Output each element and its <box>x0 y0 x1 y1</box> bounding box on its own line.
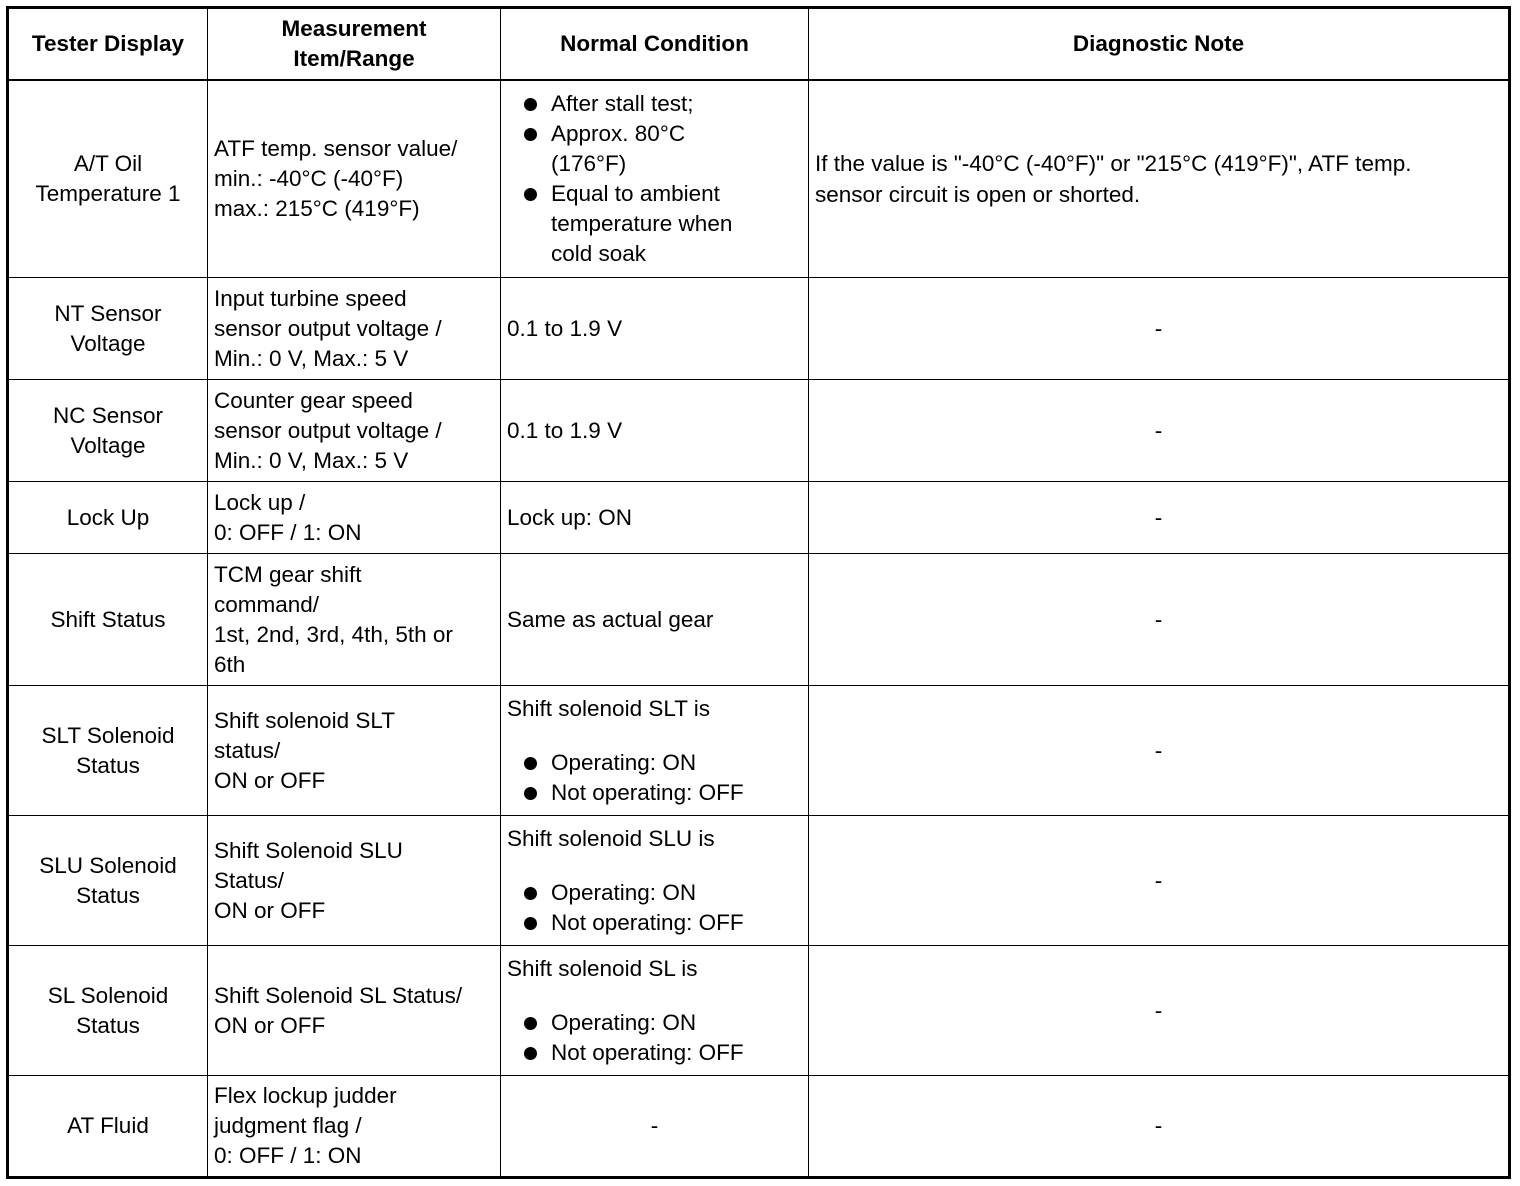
tester-display-cell: Shift Status <box>8 554 208 686</box>
normal-condition-cell <box>501 816 809 946</box>
header-tester-display: Tester Display <box>8 8 208 80</box>
tester-display-cell: NT Sensor Voltage <box>8 278 208 380</box>
bullet-dot-icon <box>524 757 537 770</box>
diagnostic-table <box>6 6 1511 1179</box>
bullet-list <box>507 748 802 808</box>
measurement-range-cell: Shift solenoid SLT status/ ON or OFF <box>208 686 501 816</box>
bullet-text: Operating: ON <box>551 1009 697 1035</box>
normal-condition-cell: Lock up: ON <box>501 482 809 554</box>
diagnostic-note-cell: If the value is "-40°C (-40°F)" or "215°C (419°F)", ATF temp. sensor circuit is open or shorted. <box>809 80 1510 278</box>
bullet-item <box>507 119 802 179</box>
diagnostic-note-cell: - <box>809 482 1510 554</box>
diagnostic-note-cell: - <box>809 1076 1510 1178</box>
bullet-item <box>507 179 802 269</box>
bullet-item <box>507 748 802 778</box>
bullet-text: Not operating: OFF <box>551 909 744 935</box>
bullet-item <box>507 89 802 119</box>
normal-condition-intro: Shift solenoid SLT is <box>507 695 711 721</box>
bullet-dot-icon <box>524 787 537 800</box>
tester-display-cell: SLU Solenoid Status <box>8 816 208 946</box>
bullet-text: Operating: ON <box>551 749 697 775</box>
table-row <box>8 946 1510 1076</box>
bullet-dot-icon <box>524 188 537 201</box>
bullet-text: Not operating: OFF <box>551 1039 744 1065</box>
normal-condition-cell <box>501 80 809 278</box>
bullet-item <box>507 878 802 908</box>
diagnostic-note-cell: - <box>809 946 1510 1076</box>
table-row <box>8 278 1510 380</box>
tester-display-cell: AT Fluid <box>8 1076 208 1178</box>
bullet-text: Operating: ON <box>551 879 697 905</box>
normal-condition-intro: Shift solenoid SL is <box>507 955 698 981</box>
bullet-dot-icon <box>524 128 537 141</box>
tester-display-cell: A/T Oil Temperature 1 <box>8 80 208 278</box>
measurement-range-cell: Shift Solenoid SLU Status/ ON or OFF <box>208 816 501 946</box>
bullet-text: After stall test; <box>551 90 694 116</box>
table-row <box>8 80 1510 278</box>
header-measurement-range: Measurement Item/Range <box>208 8 501 80</box>
table-row <box>8 816 1510 946</box>
normal-condition-cell <box>501 686 809 816</box>
measurement-range-cell: Shift Solenoid SL Status/ ON or OFF <box>208 946 501 1076</box>
diagnostic-note-cell: - <box>809 278 1510 380</box>
header-diagnostic-note: Diagnostic Note <box>809 8 1510 80</box>
normal-condition-cell: 0.1 to 1.9 V <box>501 278 809 380</box>
bullet-list <box>507 878 802 938</box>
normal-condition-cell <box>501 946 809 1076</box>
diagnostic-note-cell: - <box>809 380 1510 482</box>
measurement-range-cell: Counter gear speed sensor output voltage / Min.: 0 V, Max.: 5 V <box>208 380 501 482</box>
header-row <box>8 8 1510 80</box>
measurement-range-cell: ATF temp. sensor value/ min.: -40°C (-40°F) max.: 215°C (419°F) <box>208 80 501 278</box>
bullet-dot-icon <box>524 1017 537 1030</box>
table-row <box>8 482 1510 554</box>
bullet-dot-icon <box>524 887 537 900</box>
measurement-range-cell: TCM gear shift command/ 1st, 2nd, 3rd, 4th, 5th or 6th <box>208 554 501 686</box>
measurement-range-cell: Flex lockup judder judgment flag / 0: OFF / 1: ON <box>208 1076 501 1178</box>
tester-display-cell: NC Sensor Voltage <box>8 380 208 482</box>
table-row <box>8 554 1510 686</box>
tester-display-cell: SLT Solenoid Status <box>8 686 208 816</box>
bullet-item <box>507 908 802 938</box>
table-row <box>8 686 1510 816</box>
bullet-text: Approx. 80°C (176°F) <box>551 120 686 176</box>
bullet-dot-icon <box>524 98 537 111</box>
bullet-list <box>507 1008 802 1068</box>
bullet-item <box>507 1038 802 1068</box>
table-row <box>8 1076 1510 1178</box>
bullet-item <box>507 778 802 808</box>
bullet-text: Equal to ambient temperature when cold soak <box>551 180 733 266</box>
bullet-dot-icon <box>524 917 537 930</box>
bullet-list <box>507 89 802 269</box>
normal-condition-cell: - <box>501 1076 809 1178</box>
normal-condition-cell: Same as actual gear <box>501 554 809 686</box>
bullet-text: Not operating: OFF <box>551 779 744 805</box>
bullet-dot-icon <box>524 1047 537 1060</box>
measurement-range-cell: Lock up / 0: OFF / 1: ON <box>208 482 501 554</box>
normal-condition-cell: 0.1 to 1.9 V <box>501 380 809 482</box>
diagnostic-note-cell: - <box>809 554 1510 686</box>
diagnostic-note-cell: - <box>809 686 1510 816</box>
tester-display-cell: SL Solenoid Status <box>8 946 208 1076</box>
table-row <box>8 380 1510 482</box>
tester-display-cell: Lock Up <box>8 482 208 554</box>
normal-condition-intro: Shift solenoid SLU is <box>507 825 715 851</box>
bullet-item <box>507 1008 802 1038</box>
header-normal-condition: Normal Condition <box>501 8 809 80</box>
diagnostic-note-cell: - <box>809 816 1510 946</box>
measurement-range-cell: Input turbine speed sensor output voltage / Min.: 0 V, Max.: 5 V <box>208 278 501 380</box>
